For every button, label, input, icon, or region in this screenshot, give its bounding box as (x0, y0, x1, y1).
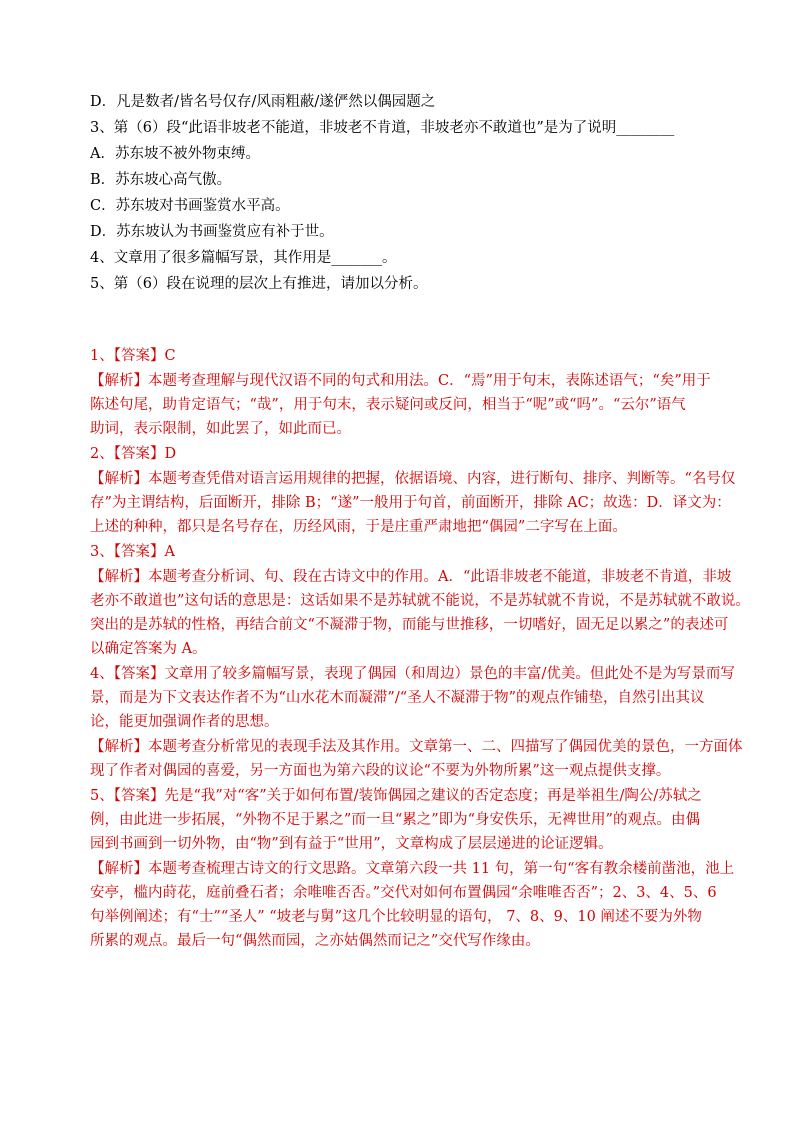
analysis-line: 【解析】本题考查理解与现代汉语不同的句式和用法。C．“焉”用于句末，表陈述语气；“矣”用于 (90, 373, 711, 389)
analysis-line: 句举例阐述；有“士”“圣人” “坡老与舅”这几个比较明显的语句， 7、8、9、10 阐述不要为外物 (90, 909, 702, 925)
analysis-line: 现了作者对偶园的喜爱，另一方面也为第六段的议论“不要为外物所累”这一观点提供支撑。 (90, 763, 671, 779)
answers-section (90, 344, 750, 953)
question-tail: 。 (381, 250, 397, 266)
analysis-line: 存”为主谓结构，后面断开，排除 B；“遂”一般用于句首，前面断开，排除 AC；故选：D．译文为： (90, 495, 731, 511)
option-text: A．苏东坡不被外物束缚。 (90, 146, 260, 162)
question-3-option-c (90, 194, 730, 218)
question-3-option-a (90, 142, 730, 166)
analysis-5 (90, 857, 735, 953)
analysis-line: 老亦不敢道也”这句话的意思是：这话如果不是苏轼就不能说，不是苏轼就不肯说，不是苏轼就不敢说。 (90, 593, 750, 609)
answer-line: 论，能更加强调作者的思想。 (90, 714, 279, 730)
question-3 (90, 116, 730, 140)
analysis-line: 【解析】本题考查分析常见的表现手法及其作用。文章第一、二、四描写了偶园优美的景色，一方面体 (90, 739, 743, 755)
answer-line: 5、【答案】先是“我”对“客”关于如何布置/装饰偶园之建议的否定态度；再是举祖生/陶公/苏轼之 (90, 788, 702, 804)
analysis-line: 上述的种种，都只是名号存在，历经风雨，于是庄重严肃地把“偶园”二字写在上面。 (90, 519, 627, 535)
section-gap (90, 298, 730, 344)
analysis-2 (90, 467, 736, 539)
analysis-line: 【解析】本题考查凭借对语言运用规律的把握，依据语境、内容，进行断句、排序、判断等。“名号仅 (90, 471, 736, 487)
answer-5 (90, 784, 730, 856)
answer-blank: ________ (616, 120, 675, 136)
answer-line: 2、【答案】D (90, 446, 177, 462)
answer-1 (90, 344, 730, 368)
question-option-d-q2 (90, 90, 730, 114)
question-4 (90, 246, 730, 270)
answer-line: 3、【答案】A (90, 544, 175, 560)
analysis-3 (90, 565, 750, 661)
analysis-line: 【解析】本题考查分析词、句、段在古诗文中的作用。A．“此语非坡老不能道，非坡老不肯道，非坡 (90, 569, 732, 585)
answer-line: 园到书画到一切外物，由“物”到有益于“世用”，文章构成了层层递进的论证逻辑。 (90, 836, 613, 852)
analysis-line: 以确定答案为 A。 (90, 641, 207, 657)
option-text: D．苏东坡认为书画鉴赏应有补于世。 (90, 224, 334, 240)
analysis-4 (90, 735, 743, 783)
analysis-line: 【解析】本题考查梳理古诗文的行文思路。文章第六段一共 11 句，第一句“客有教余楼前凿池，池上 (90, 861, 735, 877)
question-text: D．凡是数者/皆名号仅存/风雨粗蔽/遂俨然以偶园题之 (90, 94, 436, 110)
answer-blank: _______ (331, 250, 382, 266)
answer-line: 例，由此进一步拓展，“外物不足于累之”而一旦“累之”即为“身安佚乐，无裨世用”的观点。由偶 (90, 812, 700, 828)
question-text: 5、第（6）段在说理的层次上有推进，请加以分析。 (90, 276, 428, 292)
answer-line: 景，而是为下文表达作者不为“山水花木而凝滞”/“圣人不凝滞于物”的观点作铺垫，自然引出其议 (90, 690, 705, 706)
question-3-option-d (90, 220, 730, 244)
analysis-line: 助词，表示限制，如此罢了，如此而已。 (90, 421, 351, 437)
document-page (90, 90, 750, 954)
answer-line: 1、【答案】C (90, 348, 176, 364)
option-text: B．苏东坡心高气傲。 (90, 172, 232, 188)
analysis-line: 突出的是苏轼的性格，再结合前文“不凝滞于物，而能与世推移，一切嗜好，固无足以累之”的表述可 (90, 617, 729, 633)
answer-2 (90, 442, 730, 466)
question-text: 3、第（6）段“此语非坡老不能道，非坡老不肯道，非坡老亦不敢道也”是为了说明 (90, 120, 617, 136)
analysis-line: 陈述句尾，助肯定语气；“哉”，用于句末，表示疑问或反问，相当于“呢”或“吗”。“云尔”语气 (90, 397, 686, 413)
question-text: 4、文章用了很多篇幅写景，其作用是 (90, 250, 332, 266)
analysis-line: 安亭，槛内莳花，庭前叠石者；余唯唯否否。”交代对如何布置偶园“余唯唯否否”；2、3、4、5、6 (90, 885, 717, 901)
question-5 (90, 272, 730, 296)
option-text: C．苏东坡对书画鉴赏水平高。 (90, 198, 290, 214)
answer-3 (90, 540, 730, 564)
question-3-option-b (90, 168, 730, 192)
analysis-1 (90, 369, 730, 441)
answer-4 (90, 662, 735, 734)
analysis-line: 所累的观点。最后一句“偶然而园，之亦姑偶然而记之”交代写作缘由。 (90, 933, 540, 949)
answer-line: 4、【答案】文章用了较多篇幅写景，表现了偶园（和周边）景色的丰富/优美。但此处不是为写景而写 (90, 666, 735, 682)
questions-section (90, 90, 730, 296)
